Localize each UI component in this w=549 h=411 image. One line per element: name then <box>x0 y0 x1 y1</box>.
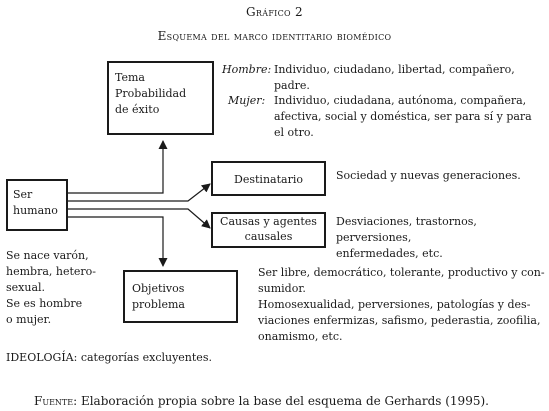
mujer-text: Individuo, ciudadana, autónoma, compañera, afectiva, social y doméstica, ser para sí y para el otro. <box>274 94 532 139</box>
causas-detail: Desviaciones, trastornos, perversiones, enfermedades, etc. <box>336 215 477 260</box>
tema-label: Tema Probabilidad de éxito <box>115 71 187 116</box>
source-label: Fuente: <box>34 394 78 408</box>
arrow-to-tema <box>66 141 163 193</box>
ser-humano-box <box>6 179 68 231</box>
source-note <box>34 393 489 410</box>
mujer-label: Mujer: <box>228 94 266 107</box>
causas-label: Causas y agentes causales <box>220 215 317 244</box>
hombre-label: Hombre: <box>222 63 272 76</box>
source-text: Elaboración propia sobre la base del esquema de Gerhards (1995). <box>77 394 489 408</box>
causas-box <box>211 212 326 248</box>
hombre-text: Individuo, ciudadano, libertad, compañero, padre. <box>274 63 515 92</box>
objetivos-label: Objetivos problema <box>132 282 185 311</box>
objetivos-detail: Ser libre, democrático, tolerante, productivo y con- sumidor. Homosexualidad, perversiones, patologías y des- viaciones enfermizas, safismo, pederastia, zoofilia, onamismo, etc. <box>258 266 545 343</box>
ser-humano-note: Se nace varón, hembra, hetero- sexual. Se es hombre o mujer. <box>6 249 96 326</box>
ser-humano-label: Ser humano <box>13 188 58 217</box>
diagram-title: Esquema del marco identitario biomédico <box>157 29 392 43</box>
destinatario-box <box>211 161 326 196</box>
ideologia-note: IDEOLOGÍA: categorías excluyentes. <box>6 351 212 364</box>
figure-label: Gráfico 2 <box>246 5 303 19</box>
destinatario-detail: Sociedad y nuevas generaciones. <box>336 169 521 182</box>
tema-box <box>107 61 214 135</box>
destinatario-label: Destinatario <box>234 173 303 186</box>
arrow-to-causas <box>66 209 210 228</box>
objetivos-box <box>123 270 238 323</box>
